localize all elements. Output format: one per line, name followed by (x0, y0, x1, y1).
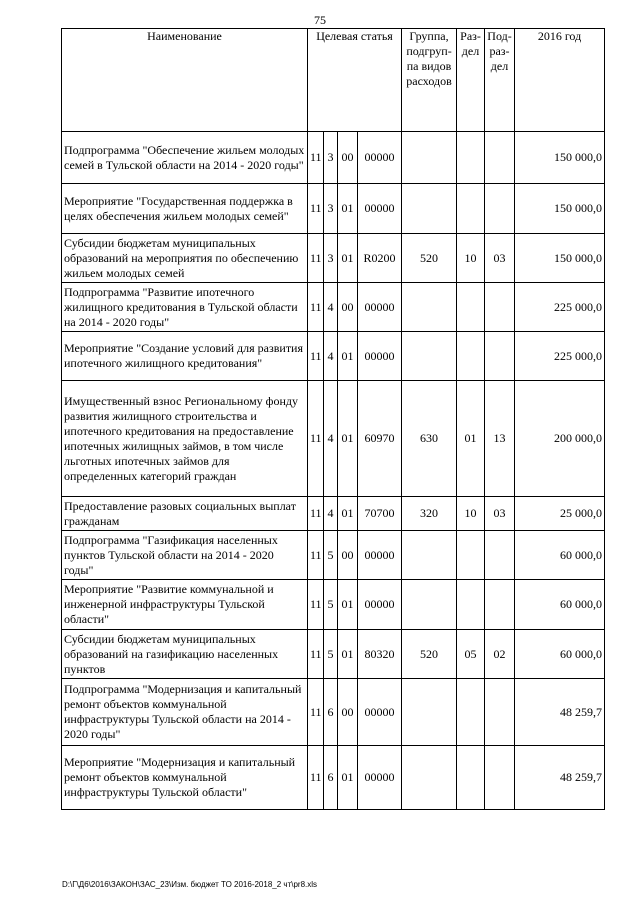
section-cell: 01 (457, 381, 485, 497)
table-row (62, 332, 605, 381)
target-direction-code: 70700 (358, 497, 402, 531)
target-program-code: 11 (308, 283, 324, 332)
subsection-cell (485, 283, 515, 332)
section-cell (457, 132, 485, 184)
header-subsection: Под-раз-дел (485, 29, 515, 132)
target-subprogram-code: 3 (324, 132, 338, 184)
subsection-cell: 03 (485, 234, 515, 283)
target-direction-code: 00000 (358, 332, 402, 381)
section-cell (457, 332, 485, 381)
target-direction-code: 00000 (358, 531, 402, 580)
table-row (62, 234, 605, 283)
expense-group-cell: 320 (402, 497, 457, 531)
target-subprogram-code: 5 (324, 580, 338, 630)
expense-group-cell (402, 283, 457, 332)
expense-group-cell (402, 132, 457, 184)
section-cell: 10 (457, 497, 485, 531)
row-name-cell: Мероприятие "Создание условий для развития ипотечного жилищного кредитования" (62, 332, 308, 381)
amount-cell: 150 000,0 (515, 184, 605, 234)
target-program-code: 11 (308, 746, 324, 810)
target-measure-code: 01 (338, 630, 358, 679)
budget-table (61, 28, 605, 810)
target-direction-code: R0200 (358, 234, 402, 283)
target-direction-code: 00000 (358, 580, 402, 630)
expense-group-cell (402, 531, 457, 580)
target-subprogram-code: 5 (324, 531, 338, 580)
section-cell (457, 580, 485, 630)
header-year: 2016 год (515, 29, 605, 132)
row-name-cell: Имущественный взнос Региональному фонду развития жилищного строительства и ипотечного кредитования на предоставление ипотечных жилищных займов, в том числе льготных ипотечных займов для определенных категорий граждан (62, 381, 308, 497)
target-subprogram-code: 3 (324, 234, 338, 283)
subsection-cell (485, 184, 515, 234)
expense-group-cell (402, 184, 457, 234)
expense-group-cell: 630 (402, 381, 457, 497)
target-measure-code: 01 (338, 184, 358, 234)
target-subprogram-code: 5 (324, 630, 338, 679)
table-row (62, 630, 605, 679)
target-program-code: 11 (308, 531, 324, 580)
amount-cell: 48 259,7 (515, 746, 605, 810)
target-subprogram-code: 6 (324, 679, 338, 746)
expense-group-cell: 520 (402, 630, 457, 679)
target-subprogram-code: 4 (324, 497, 338, 531)
target-measure-code: 01 (338, 580, 358, 630)
target-measure-code: 01 (338, 234, 358, 283)
amount-cell: 150 000,0 (515, 234, 605, 283)
target-direction-code: 60970 (358, 381, 402, 497)
section-cell: 10 (457, 234, 485, 283)
section-cell (457, 184, 485, 234)
target-subprogram-code: 3 (324, 184, 338, 234)
row-name-cell: Предоставление разовых социальных выплат гражданам (62, 497, 308, 531)
target-subprogram-code: 4 (324, 283, 338, 332)
target-measure-code: 01 (338, 746, 358, 810)
target-direction-code: 00000 (358, 679, 402, 746)
target-program-code: 11 (308, 332, 324, 381)
subsection-cell (485, 580, 515, 630)
subsection-cell: 02 (485, 630, 515, 679)
amount-cell: 200 000,0 (515, 381, 605, 497)
subsection-cell: 03 (485, 497, 515, 531)
section-cell: 05 (457, 630, 485, 679)
amount-cell: 60 000,0 (515, 580, 605, 630)
amount-cell: 225 000,0 (515, 332, 605, 381)
expense-group-cell: 520 (402, 234, 457, 283)
target-measure-code: 00 (338, 679, 358, 746)
target-program-code: 11 (308, 234, 324, 283)
header-target-article: Целевая статья (308, 29, 402, 132)
table-row (62, 132, 605, 184)
target-program-code: 11 (308, 679, 324, 746)
header-name: Наименование (62, 29, 308, 132)
target-program-code: 11 (308, 184, 324, 234)
target-measure-code: 00 (338, 283, 358, 332)
file-path-footer: D:\Г\Д6\2016\ЗАКОН\ЗАС_23\Изм. бюджет ТО 2016-2018_2 чт\pr8.xls (62, 880, 318, 889)
header-section: Раз-дел (457, 29, 485, 132)
target-measure-code: 00 (338, 132, 358, 184)
target-measure-code: 01 (338, 497, 358, 531)
row-name-cell: Подпрограмма "Модернизация и капитальный ремонт объектов коммунальной инфраструктуры Тульской области на 2014 - 2020 годы" (62, 679, 308, 746)
subsection-cell (485, 531, 515, 580)
target-subprogram-code: 4 (324, 332, 338, 381)
subsection-cell (485, 132, 515, 184)
row-name-cell: Субсидии бюджетам муниципальных образований на газификацию населенных пунктов (62, 630, 308, 679)
target-direction-code: 80320 (358, 630, 402, 679)
row-name-cell: Мероприятие "Государственная поддержка в целях обеспечения жильем молодых семей" (62, 184, 308, 234)
subsection-cell (485, 332, 515, 381)
expense-group-cell (402, 580, 457, 630)
table-row (62, 381, 605, 497)
target-subprogram-code: 4 (324, 381, 338, 497)
section-cell (457, 746, 485, 810)
expense-group-cell (402, 679, 457, 746)
target-subprogram-code: 6 (324, 746, 338, 810)
target-direction-code: 00000 (358, 184, 402, 234)
target-program-code: 11 (308, 381, 324, 497)
target-measure-code: 00 (338, 531, 358, 580)
table-row (62, 497, 605, 531)
row-name-cell: Мероприятие "Модернизация и капитальный ремонт объектов коммунальной инфраструктуры Тульской области" (62, 746, 308, 810)
section-cell (457, 283, 485, 332)
target-direction-code: 00000 (358, 132, 402, 184)
row-name-cell: Подпрограмма "Газификация населенных пунктов Тульской области на 2014 - 2020 годы" (62, 531, 308, 580)
amount-cell: 48 259,7 (515, 679, 605, 746)
table-row (62, 531, 605, 580)
subsection-cell (485, 746, 515, 810)
target-measure-code: 01 (338, 381, 358, 497)
row-name-cell: Подпрограмма "Развитие ипотечного жилищного кредитования в Тульской области на 2014 - 2020 годы" (62, 283, 308, 332)
target-program-code: 11 (308, 132, 324, 184)
amount-cell: 60 000,0 (515, 630, 605, 679)
table-row (62, 283, 605, 332)
section-cell (457, 531, 485, 580)
expense-group-cell (402, 746, 457, 810)
section-cell (457, 679, 485, 746)
table-row (62, 679, 605, 746)
subsection-cell (485, 679, 515, 746)
target-program-code: 11 (308, 497, 324, 531)
subsection-cell: 13 (485, 381, 515, 497)
target-program-code: 11 (308, 630, 324, 679)
target-direction-code: 00000 (358, 746, 402, 810)
table-row (62, 580, 605, 630)
target-program-code: 11 (308, 580, 324, 630)
header-row (62, 29, 605, 132)
expense-group-cell (402, 332, 457, 381)
amount-cell: 60 000,0 (515, 531, 605, 580)
amount-cell: 225 000,0 (515, 283, 605, 332)
row-name-cell: Подпрограмма "Обеспечение жильем молодых семей в Тульской области на 2014 - 2020 годы" (62, 132, 308, 184)
row-name-cell: Мероприятие "Развитие коммунальной и инженерной инфраструктуры Тульской области" (62, 580, 308, 630)
row-name-cell: Субсидии бюджетам муниципальных образований на мероприятия по обеспечению жильем молодых семей (62, 234, 308, 283)
target-direction-code: 00000 (358, 283, 402, 332)
amount-cell: 150 000,0 (515, 132, 605, 184)
target-measure-code: 01 (338, 332, 358, 381)
table-row (62, 184, 605, 234)
table-row (62, 746, 605, 810)
header-expense-group: Группа, подгруп-па видов расходов (402, 29, 457, 132)
page-number: 75 (314, 13, 326, 27)
amount-cell: 25 000,0 (515, 497, 605, 531)
